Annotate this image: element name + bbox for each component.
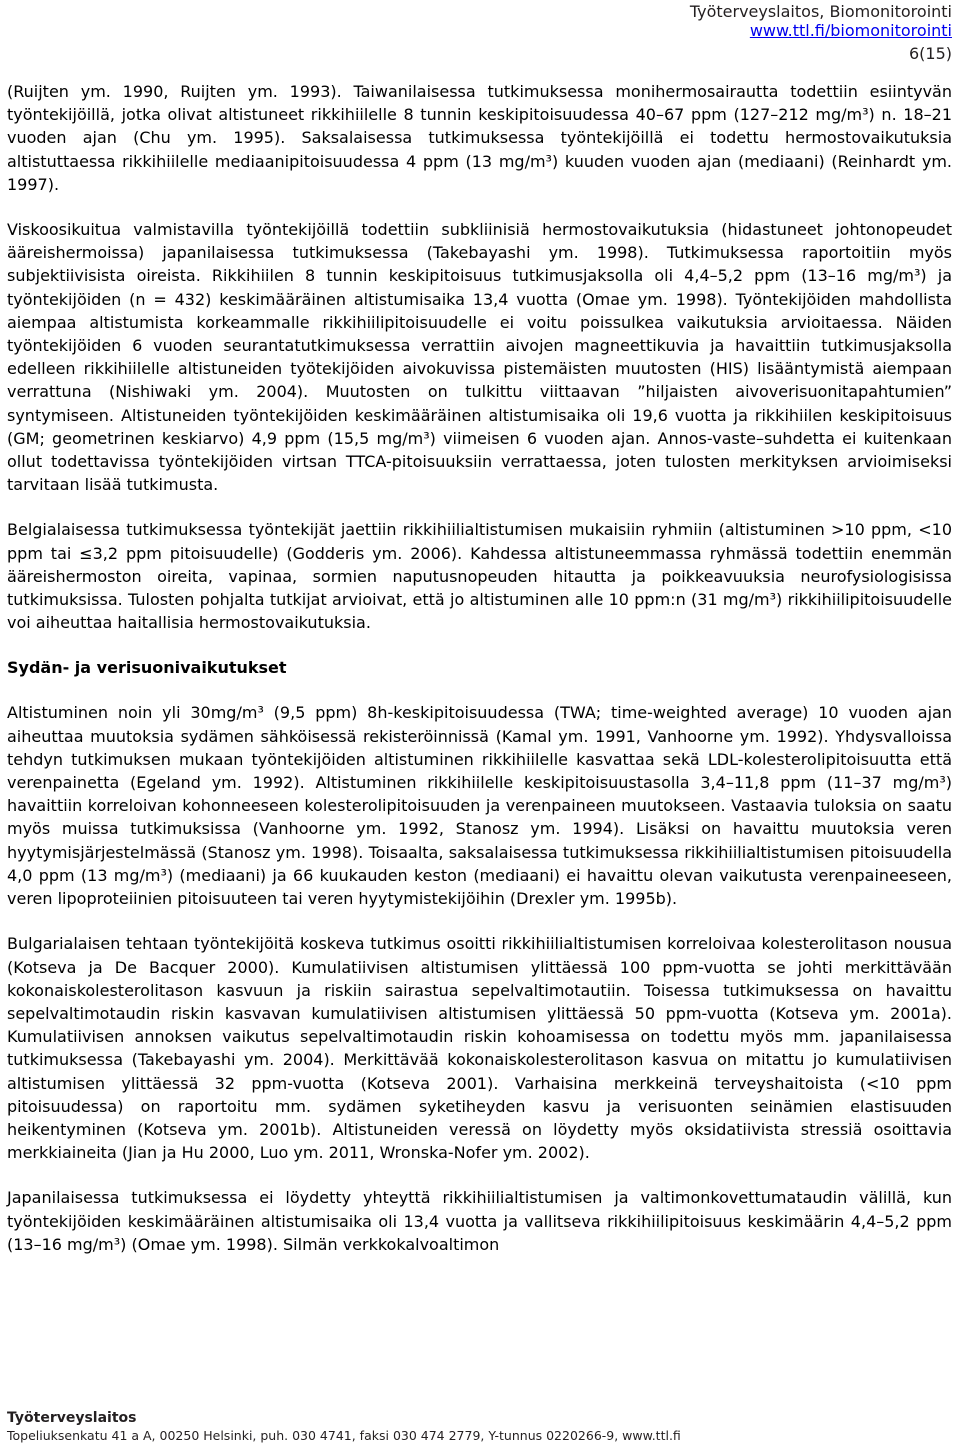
paragraph: Altistuminen noin yli 30mg/m³ (9,5 ppm) 8h-keskipitoisuudessa (TWA; time-weighted average) 10 vuoden ajan aiheuttaa muutoksia sydämen sähköisessä rekisteröinnissä (Kamal ym. 1991, Vanhoorne ym. 1992). Yhdysvalloissa tehdyn tutkimuksen mukaan työntekijöiden altistuminen rikkihiilelle kasvattaa sekä LDL-kolesterolipitoisuutta että verenpainetta (Egeland ym. 1992). Altistuminen rikkihiilelle keskipitoisuustasolla 3,4–11,8 ppm (11–37 mg/m³) havaittiin korreloivan kohonneeseen kolesterolipitoisuuden ja verenpaineen muutokseen. Vastaavia tuloksia on saatu myös muissa tutkimuksissa (Vanhoorne ym. 1992, Stanosz ym. 1994). Lisäksi on havaittu muutoksia veren hyytymisjärjestelmässä (Stanosz ym. 1998). Toisaalta, saksalaisessa tutkimuksessa rikkihiilialtistumisen pitoisuudella 4,0 ppm (13 mg/m³) (mediaani) ja 66 kuukauden keston (mediaani) ei havaittu olevan vaikutusta verenpaineeseen, veren lipoproteiinien pitoisuuteen tai veren hyytymistekijöihin (Drexler ym. 1995b). [7,703,952,909]
document-body [7,80,952,1278]
header-organization: Työterveyslaitos, Biomonitorointi [689,2,952,21]
paragraph: Viskoosikuitua valmistavilla työntekijöillä todettiin subkliinisiä hermostovaikutuksia (hidastuneet johtonopeudet ääreishermoissa) japanilaisessa tutkimuksessa (Takebayashi ym. 1998). Tutkimuksessa raportoitiin myös subjektiivisista oireista. Rikkihiilen 8 tunnin keskipitoisuus tutkimusjaksolla oli 4,4–5,2 ppm (13–16 mg/m³) ja työntekijöiden (n = 432) keskimääräinen altistumisaika 13,4 vuotta (Omae ym. 1998). Työntekijöiden mahdollista aiempaa altistumista korkeammalle rikkihiilipitoisuudelle ei voitu poissulkea vaikutuksia arvioitaessa. Näiden työntekijöiden 6 vuoden seurantatutkimuksessa verrattiin aivojen magneettikuvia ja havaittiin tutkimusjaksolla edelleen rikkihiilelle altistuneiden työtekijöiden aivokuvissa pistemäisten muutosten (HIS) lisääntymistä aiempaan verrattuna (Nishiwaki ym. 2004). Muutosten on tulkittu viittaavan ”hiljaisten aivoverisuonitapahtumien” syntymiseen. Altistuneiden työntekijöiden keskimääräinen altistumisaika oli 19,6 vuotta ja rikkihiilen keskipitoisuus (GM; geometrinen keskiarvo) 4,9 ppm (15,5 mg/m³) viimeisen 6 vuoden ajan. Annos-vaste–suhdetta ei kuitenkaan ollut todettavissa työntekijöiden virtsan TTCA-pitoisuuksiin verrattaessa, joten tulosten merkityksen arvioimiseksi tarvitaan lisää tutkimusta. [7,220,952,495]
footer-organization: Työterveyslaitos [7,1410,137,1426]
biomonitoring-link[interactable]: www.ttl.fi/biomonitorointi [749,21,952,40]
footer-address: Topeliuksenkatu 41 a A, 00250 Helsinki, puh. 030 4741, faksi 030 474 2779, Y-tunnus 0220266-9, www.ttl.fi [7,1428,681,1443]
paragraph: Japanilaisessa tutkimuksessa ei löydetty yhteyttä rikkihiilialtistumisen ja valtimonkovettumataudin välillä, kun työntekijöiden keskimääräinen altistumisaika oli 13,4 vuotta ja vallitseva rikkihiilipitoisuus keskimäärin 4,4–5,2 ppm (13–16 mg/m³) (Omae ym. 1998). Silmän verkkokalvoaltimon [7,1188,952,1254]
paragraph: Bulgarialaisen tehtaan työntekijöitä koskeva tutkimus osoitti rikkihiilialtistumisen korreloivaa kolesterolitason nousua (Kotseva ja De Bacquer 2000). Kumulatiivisen altistumisen ylittäessä 100 ppm-vuotta se johti merkittävään kokonaiskolesterolitason kasvuun ja riskiin sairastua sepelvaltimotautiin. Toisessa tutkimuksessa on havaittu sepelvaltimotaudin riskin kasvavan kumulatiivisen altistumisen ylittäessä 50 ppm-vuotta (Kotseva ym. 2001a). Kumulatiivisen annoksen vaikutus sepelvaltimotaudin riskin kohoamisessa on todettu myös mm. japanilaisessa tutkimuksessa (Takebayashi ym. 2004). Merkittävää kokonaiskolesterolitason kasvua on mitattu jo kumulatiivisen altistumisen ylittäessä 32 ppm-vuotta (Kotseva 2001). Varhaisina merkkeinä terveyshaitoista (<10 ppm pitoisuudessa) on raportoitu mm. sydämen syketiheyden kasvu ja verisuonten seinämien elastisuuden heikentyminen (Kotseva ym. 2001b). Altistuneiden veressä on löydetty myös oksidatiivista stressiä osoittavia merkkiaineita (Jian ja Hu 2000, Luo ym. 2011, Wronska-Nofer ym. 2002). [7,934,952,1163]
paragraph: (Ruijten ym. 1990, Ruijten ym. 1993). Taiwanilaisessa tutkimuksessa monihermosairautta todettiin esiintyvän työntekijöillä, jotka olivat altistuneet rikkihiilelle 8 tunnin keskipitoisuudessa 40–67 ppm (127–212 mg/m³) n. 18–21 vuoden ajan (Chu ym. 1995). Saksalaisessa tutkimuksessa työntekijöillä ei todettu hermostovaikutuksia altistuttaessa rikkihiilelle mediaanipitoisuudessa 4 ppm (13 mg/m³) kuuden vuoden ajan (mediaani) (Reinhardt ym. 1997). [7,82,952,194]
page-number: 6(15) [908,44,952,63]
paragraph: Belgialaisessa tutkimuksessa työntekijät jaettiin rikkihiilialtistumisen mukaisiin ryhmiin (altistuminen >10 ppm, <10 ppm tai ≤3,2 ppm pitoisuudelle) (Godderis ym. 2006). Kahdessa altistuneemmassa ryhmässä todettiin enemmän ääreishermoston oireita, vapinaa, sormien naputusnopeuden hitautta ja poikkeavuuksia neurofysiologisissa tutkimuksissa. Tulosten pohjalta tutkijat arvioivat, että jo altistuminen alle 10 ppm:n (31 mg/m³) rikkihiilipitoisuudelle voi aiheuttaa haitallisia hermostovaikutuksia. [7,520,952,633]
section-heading: Sydän- ja verisuonivaikutukset [7,658,287,678]
page-header [690,2,952,63]
page-footer [7,1410,952,1444]
